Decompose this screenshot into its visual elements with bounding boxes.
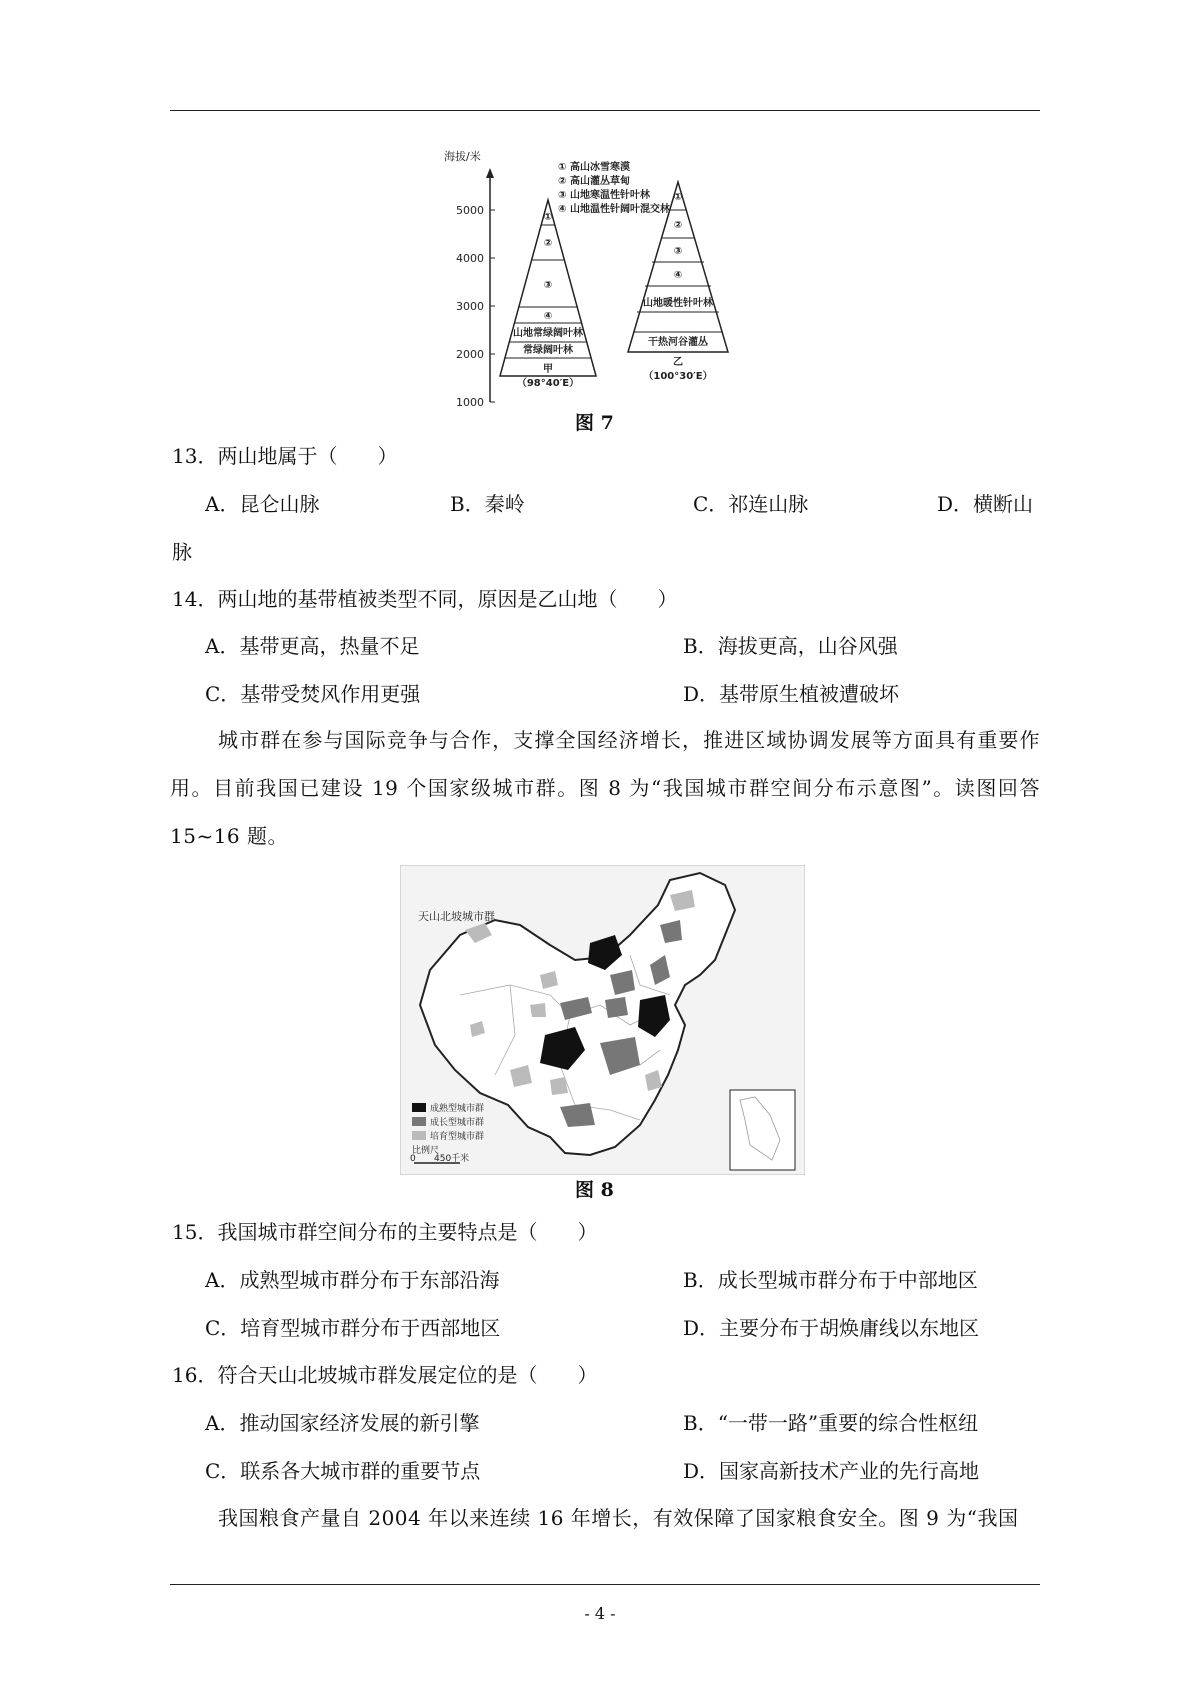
figure-7-vegetation-diagram [440,140,770,410]
q15-option-a: A．成熟型城市群分布于东部沿海 [205,1268,500,1292]
q13-option-d-wrap: 脉 [172,540,192,564]
map-scale-value: 450千米 [434,1154,470,1164]
cluster-cultivating [530,1003,546,1017]
y-axis-label: 海拔/米 [444,150,481,163]
zone-label: 干热河谷灌丛 [648,337,708,348]
q14-option-a: A．基带更高，热量不足 [205,634,420,658]
cluster-growing [605,997,628,1018]
y-tick: 5000 [456,204,484,217]
figure-8-china-map [400,865,805,1175]
q14-option-b: B．海拔更高，山谷风强 [683,634,898,658]
legend-item: ④ 山地温性针阔叶混交林 [558,204,670,215]
zone-label: ④ [673,270,683,281]
intro-paragraph-fig9: 我国粮食产量自 2004 年以来连续 16 年增长，有效保障了国家粮食安全。图 9 为“我国 [218,1506,1019,1530]
intro-paragraph-15-16: 城市群在参与国际竞争与合作，支撑全国经济增长，推进区域协调发展等方面具有重要作用。目前我国已建设 19 个国家级城市群。图 8 为“我国城市群空间分布示意图”。读图回答 15~16 题。 [170,728,1040,848]
zone-label: ① [543,212,553,223]
question-13-stem: 13．两山地属于（ ） [172,444,398,468]
y-tick: 2000 [456,348,484,361]
figure-7-caption: 图 7 [575,412,614,434]
zone-label: 常绿阔叶林 [523,345,573,356]
q14-option-d: D．基带原生植被遭破坏 [683,682,900,706]
page-number: - 4 - [584,1604,616,1623]
zone-label: ① [673,192,683,203]
q16-option-a: A．推动国家经济发展的新引擎 [205,1411,480,1435]
figure-8-caption: 图 8 [575,1179,614,1201]
question-14-stem: 14．两山地的基带植被类型不同，原因是乙山地（ ） [172,587,678,611]
zone-label: ④ [543,311,553,322]
map-legend-mature: 成熟型城市群 [430,1104,485,1114]
q15-option-c: C．培育型城市群分布于西部地区 [205,1316,501,1340]
zone-label: 山地暖性针叶林 [643,298,713,309]
zone-label: ③ [543,280,553,291]
q14-option-c: C．基带受焚风作用更强 [205,682,421,706]
zone-label: ③ [673,246,683,257]
south-china-sea-inset [730,1090,795,1170]
map-legend-growing: 成长型城市群 [430,1118,485,1128]
mountain-longitude: （98°40′E） [516,378,580,389]
q15-option-d: D．主要分布于胡焕庸线以东地区 [683,1316,980,1340]
y-tick: 3000 [456,300,484,313]
q13-option-b: B．秦岭 [450,492,525,516]
map-legend-cultivating: 培育型城市群 [430,1132,485,1142]
q13-option-d: D．横断山 [937,492,1034,516]
legend-item: ① 高山冰雪寒漠 [558,162,630,173]
q15-option-b: B．成长型城市群分布于中部地区 [683,1268,978,1292]
y-tick: 4000 [456,252,484,265]
question-15-stem: 15．我国城市群空间分布的主要特点是（ ） [172,1220,598,1244]
legend-item: ② 高山灌丛草甸 [558,176,630,187]
mountain-name: 乙 [673,357,683,368]
y-tick: 1000 [456,396,484,409]
q13-option-c: C．祁连山脉 [693,492,809,516]
map-label-tianshan: 天山北坡城市群 [418,910,495,923]
zone-label: ② [673,220,683,231]
map-scale-zero: 0 [410,1154,416,1164]
map-scale-label: 比例尺 [412,1146,440,1156]
cluster-cultivating [550,1077,568,1095]
q16-option-b: B．“一带一路”重要的综合性枢纽 [683,1411,979,1435]
q13-option-a: A．昆仑山脉 [205,492,320,516]
zone-label: ② [543,238,553,249]
q16-option-c: C．联系各大城市群的重要节点 [205,1459,481,1483]
footer-rule [170,1584,1040,1585]
q16-option-d: D．国家高新技术产业的先行高地 [683,1459,980,1483]
legend-item: ③ 山地寒温性针叶林 [558,190,650,201]
mountain-name: 甲 [543,364,553,375]
question-16-stem: 16．符合天山北坡城市群发展定位的是（ ） [172,1363,598,1387]
zone-label: 山地常绿阔叶林 [513,328,583,339]
header-rule [170,110,1040,111]
mountain-longitude: （100°30′E） [643,371,713,382]
